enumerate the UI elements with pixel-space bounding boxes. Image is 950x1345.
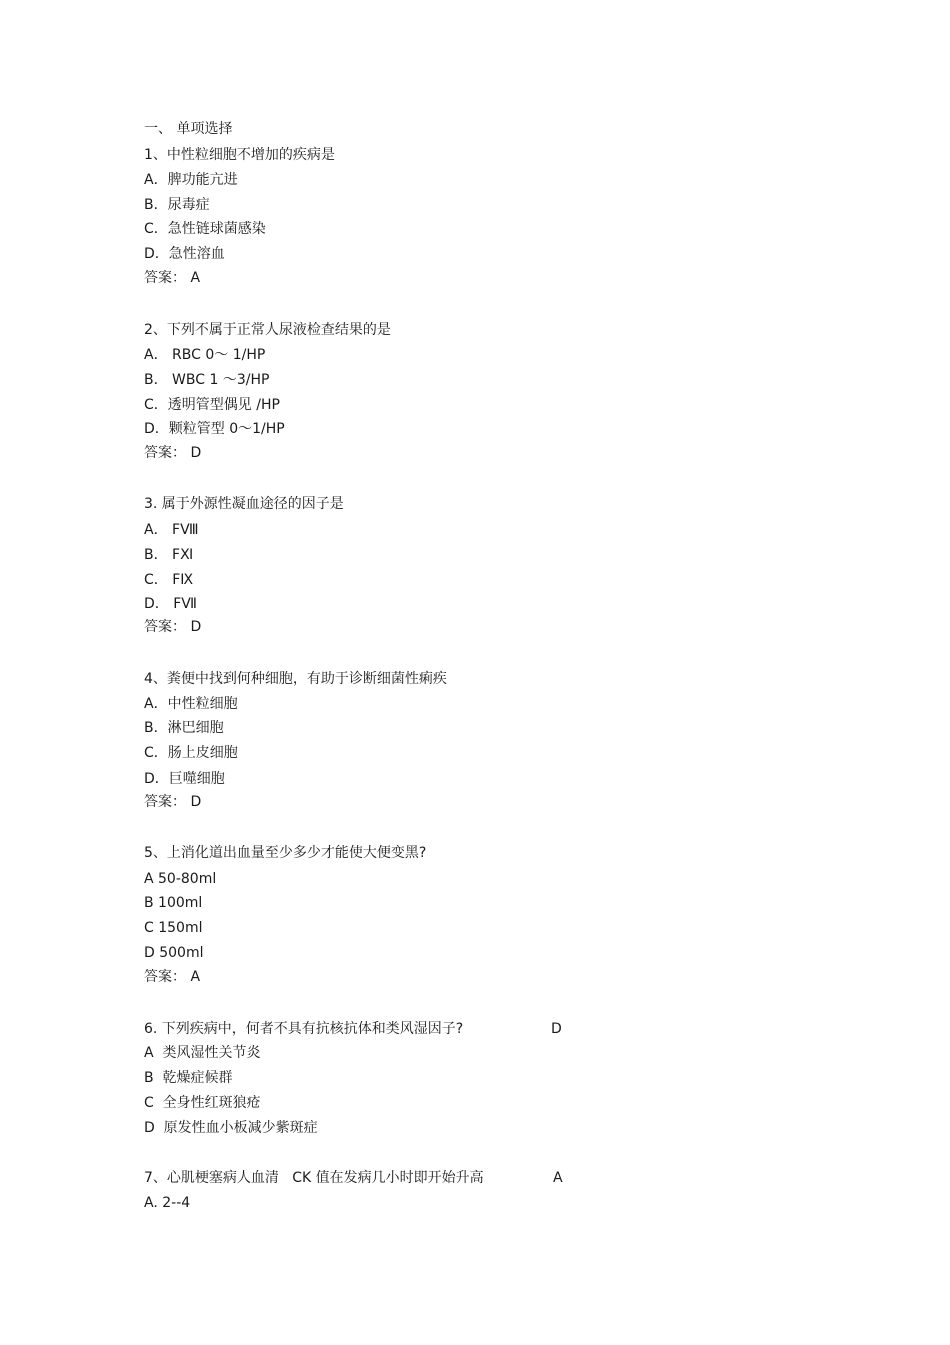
question-2-option-d: D．颗粒管型 0～1/HP xyxy=(144,421,285,437)
question-5-option-c: C 150ml xyxy=(144,920,203,936)
question-1-answer: 答案： A xyxy=(144,270,201,286)
question-2-option-c: C．透明管型偶见 /HP xyxy=(144,397,280,413)
question-3-stem: 3. 属于外源性凝血途径的因子是 xyxy=(144,496,344,512)
question-6-option-c: C 全身性红斑狼疮 xyxy=(144,1095,261,1111)
question-2-answer: 答案： D xyxy=(144,445,202,461)
question-1-option-c: C．急性链球菌感染 xyxy=(144,221,266,237)
question-6-option-d: D 原发性血小板减少紫斑症 xyxy=(144,1120,318,1136)
question-5-stem: 5、上消化道出血量至少多少才能使大便变黑? xyxy=(144,845,427,861)
question-3-option-b: B． FⅪ xyxy=(144,547,194,563)
question-4-option-c: C．肠上皮细胞 xyxy=(144,745,238,761)
question-7-option-a: A. 2--4 xyxy=(144,1195,191,1211)
question-1-option-a: A．脾功能亢进 xyxy=(144,172,238,188)
question-1-option-d: D．急性溶血 xyxy=(144,246,225,262)
question-3-option-d: D． FⅦ xyxy=(144,596,197,612)
question-1-option-b: B．尿毒症 xyxy=(144,197,210,213)
question-4-answer: 答案： D xyxy=(144,794,202,810)
question-4-option-b: B．淋巴细胞 xyxy=(144,720,224,736)
section-title: 一、 单项选择 xyxy=(144,121,233,137)
question-3-answer: 答案： D xyxy=(144,619,202,635)
question-6-stem: 6. 下列疾病中，何者不具有抗核抗体和类风湿因子? xyxy=(144,1021,464,1037)
question-7-stem: 7、心肌梗塞病人血清 CK 值在发病几小时即开始升高 xyxy=(144,1170,484,1186)
question-4-option-d: D．巨噬细胞 xyxy=(144,771,225,787)
question-1-stem: 1、中性粒细胞不增加的疾病是 xyxy=(144,147,335,163)
question-4-stem: 4、粪便中找到何种细胞，有助于诊断细菌性痢疾 xyxy=(144,671,447,687)
question-6-inline-answer: D xyxy=(551,1021,562,1037)
question-4-option-a: A．中性粒细胞 xyxy=(144,696,238,712)
question-5-option-b: B 100ml xyxy=(144,895,203,911)
question-3-option-a: A． FⅧ xyxy=(144,522,199,538)
question-2-stem: 2、下列不属于正常人尿液检查结果的是 xyxy=(144,322,391,338)
question-2-option-b: B． WBC 1 ～3/HP xyxy=(144,372,270,388)
question-5-option-d: D 500ml xyxy=(144,945,204,961)
question-5-option-a: A 50-80ml xyxy=(144,871,217,887)
question-5-answer: 答案： A xyxy=(144,969,201,985)
question-7-inline-answer: A xyxy=(553,1170,563,1186)
question-6-option-a: A 类风湿性关节炎 xyxy=(144,1045,261,1061)
question-2-option-a: A． RBC 0～ 1/HP xyxy=(144,347,266,363)
question-3-option-c: C． FⅨ xyxy=(144,572,194,588)
question-6-option-b: B 乾燥症候群 xyxy=(144,1070,233,1086)
